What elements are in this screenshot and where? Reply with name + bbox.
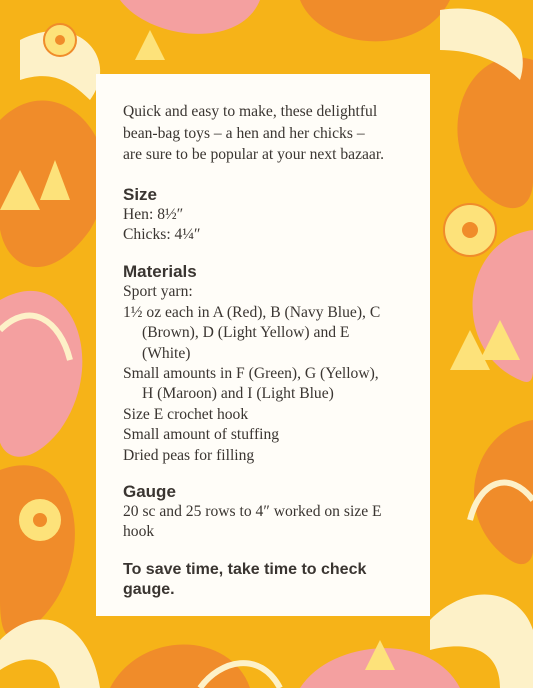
materials-line: Sport yarn: [123, 283, 193, 301]
intro-line: Quick and easy to make, these delightful [123, 103, 378, 120]
materials-line: Small amount of stuffing [123, 426, 280, 444]
intro-line: are sure to be popular at your next bazaar. [123, 146, 385, 163]
gauge-section [123, 481, 420, 543]
size-heading: Size [123, 184, 158, 204]
note-line: To save time, take time to check [123, 560, 367, 578]
size-section [123, 184, 420, 246]
note-line: gauge. [123, 580, 175, 598]
gauge-heading: Gauge [123, 481, 176, 501]
materials-line: Dried peas for filling [123, 446, 255, 464]
gauge-check-note [123, 560, 420, 600]
size-chicks: Chicks: 4¼″ [123, 225, 201, 243]
intro-paragraph [123, 101, 420, 166]
materials-line: (Brown), D (Light Yellow) and E [142, 324, 350, 342]
pattern-info-card [96, 74, 430, 616]
gauge-line: 20 sc and 25 rows to 4″ worked on size E [123, 502, 382, 520]
materials-line: (White) [142, 344, 191, 362]
materials-line: Small amounts in F (Green), G (Yellow), [123, 364, 379, 382]
intro-line: bean-bag toys – a hen and her chicks – [123, 124, 365, 142]
materials-heading: Materials [123, 262, 197, 282]
materials-line: Size E crochet hook [123, 405, 249, 423]
gauge-line: hook [123, 523, 155, 541]
materials-line: H (Maroon) and I (Light Blue) [142, 385, 334, 403]
materials-section [123, 261, 420, 466]
size-hen: Hen: 8½″ [123, 205, 184, 223]
materials-line: 1½ oz each in A (Red), B (Navy Blue), C [123, 303, 381, 321]
